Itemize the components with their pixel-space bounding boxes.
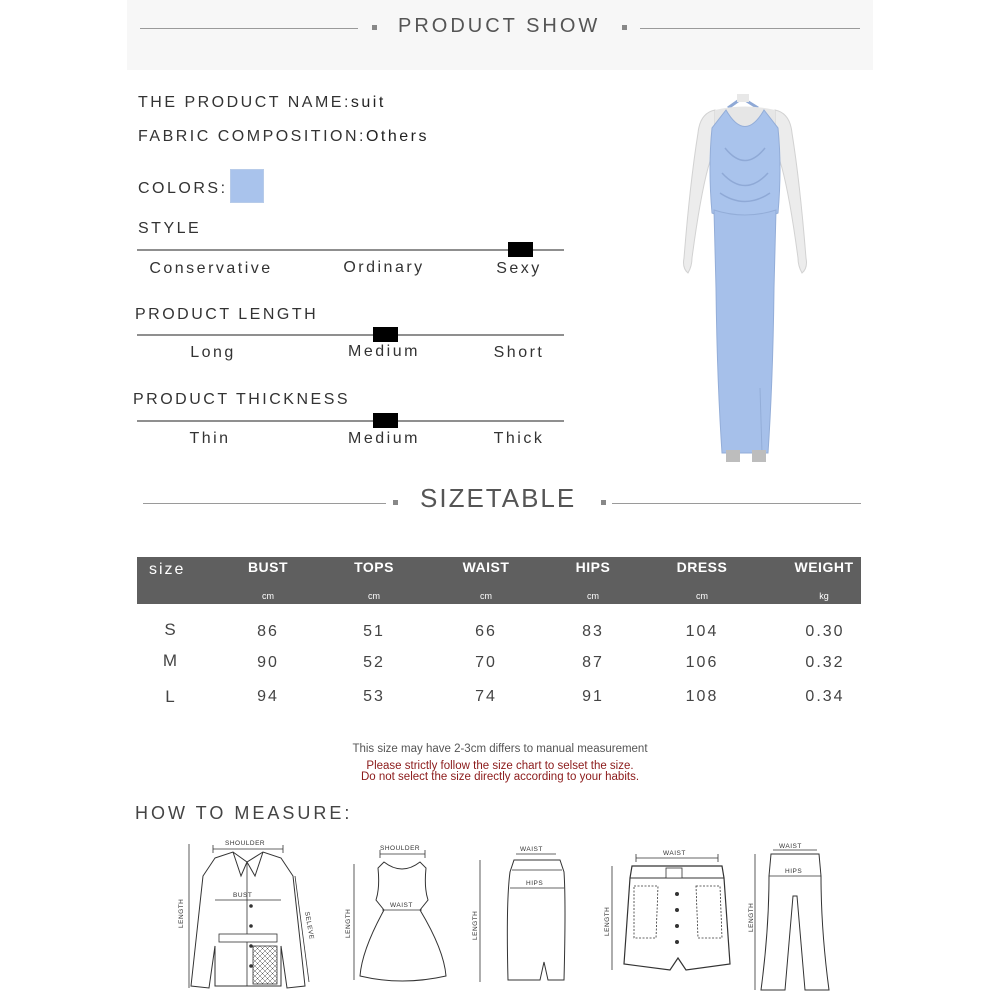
divider-line: [640, 28, 860, 29]
product-show-title: PRODUCT SHOW: [398, 15, 601, 37]
divider-line: [143, 503, 386, 504]
style-option-sexy: Sexy: [496, 260, 542, 277]
table-cell: 87: [582, 654, 604, 671]
jacket-bust-label: BUST: [233, 892, 253, 899]
size-warning-2: Do not select the size directly according to your habits.: [360, 771, 640, 783]
table-cell: 70: [475, 654, 497, 671]
style-label: STYLE: [138, 220, 202, 237]
fabric-row: [138, 128, 429, 146]
style-option-ordinary: Ordinary: [343, 259, 425, 276]
col-waist: WAIST: [462, 559, 510, 575]
unit-hips: cm: [587, 591, 599, 601]
table-cell: 51: [363, 623, 385, 640]
thickness-option-medium: Medium: [348, 430, 420, 447]
unit-waist: cm: [480, 591, 492, 601]
sizetable-title: SIZETABLE: [420, 483, 577, 513]
thickness-option-thin: Thin: [189, 430, 231, 447]
pants-hips-label: HIPS: [785, 868, 803, 875]
size-warning-1: Please strictly follow the size chart to selset the size.: [366, 760, 634, 772]
product-name-value: suit: [350, 94, 386, 111]
unit-bust: cm: [262, 591, 274, 601]
row-size-label: S: [164, 620, 176, 639]
unit-dress: cm: [696, 591, 708, 601]
unit-tops: cm: [368, 591, 380, 601]
table-cell: 86: [257, 623, 279, 640]
shorts-measure-diagram: [600, 846, 740, 976]
row-size-label: M: [162, 651, 178, 670]
product-image: [670, 88, 820, 468]
style-option-conservative: Conservative: [149, 260, 273, 277]
table-cell: 108: [685, 688, 719, 705]
table-cell: 83: [582, 623, 604, 640]
dress-shoulder-label: SHOULDER: [380, 845, 421, 852]
col-hips: HIPS: [575, 559, 611, 575]
size-table-header: [137, 557, 861, 604]
colors-label: COLORS:: [138, 180, 228, 197]
style-scale-line: [137, 249, 564, 251]
table-cell: 0.32: [805, 654, 845, 671]
unit-weight: kg: [819, 591, 829, 601]
table-cell: 90: [257, 654, 279, 671]
thickness-option-thick: Thick: [493, 430, 545, 447]
col-weight: WEIGHT: [794, 559, 854, 575]
col-bust: BUST: [247, 559, 289, 575]
length-option-short: Short: [493, 344, 545, 361]
table-cell: 106: [685, 654, 719, 671]
col-dress: DRESS: [676, 559, 728, 575]
pants-length-label: LENGTH: [748, 902, 755, 932]
length-option-long: Long: [190, 344, 236, 361]
color-swatch-blue[interactable]: [230, 169, 264, 203]
row-size-label: L: [165, 687, 175, 706]
table-cell: 53: [363, 688, 385, 705]
divider-dot: [393, 500, 398, 505]
skirt-hips-label: HIPS: [526, 880, 544, 887]
col-tops: TOPS: [354, 559, 394, 575]
thickness-marker: [373, 413, 398, 428]
thickness-scale-line: [137, 420, 564, 422]
how-to-measure-title: HOW TO MEASURE:: [135, 803, 353, 823]
divider-line: [612, 503, 861, 504]
divider-dot: [622, 25, 627, 30]
table-cell: 104: [685, 623, 719, 640]
length-scale-line: [137, 334, 564, 336]
shorts-waist-label: WAIST: [663, 850, 686, 857]
jacket-shoulder-label: SHOULDER: [225, 840, 266, 847]
table-cell: 91: [582, 688, 604, 705]
length-marker: [373, 327, 398, 342]
dress-measure-diagram: [340, 840, 460, 990]
fabric-label: FABRIC COMPOSITION:: [138, 128, 366, 145]
table-cell: 94: [257, 688, 279, 705]
divider-dot: [601, 500, 606, 505]
product-name-row: [138, 94, 386, 112]
pants-waist-label: WAIST: [779, 843, 802, 850]
length-option-medium: Medium: [348, 343, 420, 360]
jacket-sleeve-label: SELEVE: [303, 911, 315, 941]
table-cell: 52: [363, 654, 385, 671]
dress-length-label: LENGTH: [345, 908, 352, 938]
table-cell: 74: [475, 688, 497, 705]
skirt-waist-label: WAIST: [520, 846, 543, 853]
shorts-length-label: LENGTH: [604, 906, 611, 936]
style-marker: [508, 242, 533, 257]
divider-dot: [372, 25, 377, 30]
table-cell: 0.30: [805, 623, 845, 640]
table-cell: 0.34: [805, 688, 845, 705]
size-note: This size may have 2-3cm differs to manual measurement: [352, 743, 648, 755]
skirt-measure-diagram: [468, 842, 578, 992]
product-name-label: THE PRODUCT NAME:: [138, 94, 351, 111]
dress-waist-label: WAIST: [390, 902, 413, 909]
fabric-value: Others: [365, 128, 429, 145]
jacket-length-label: LENGTH: [178, 898, 185, 928]
size-column-header: size: [149, 561, 186, 578]
pants-measure-diagram: [745, 840, 835, 995]
skirt-length-label: LENGTH: [472, 910, 479, 940]
length-label: PRODUCT LENGTH: [135, 306, 319, 323]
jacket-measure-diagram: [175, 836, 340, 996]
divider-line: [140, 28, 358, 29]
thickness-label: PRODUCT THICKNESS: [133, 391, 351, 408]
table-cell: 66: [475, 623, 497, 640]
